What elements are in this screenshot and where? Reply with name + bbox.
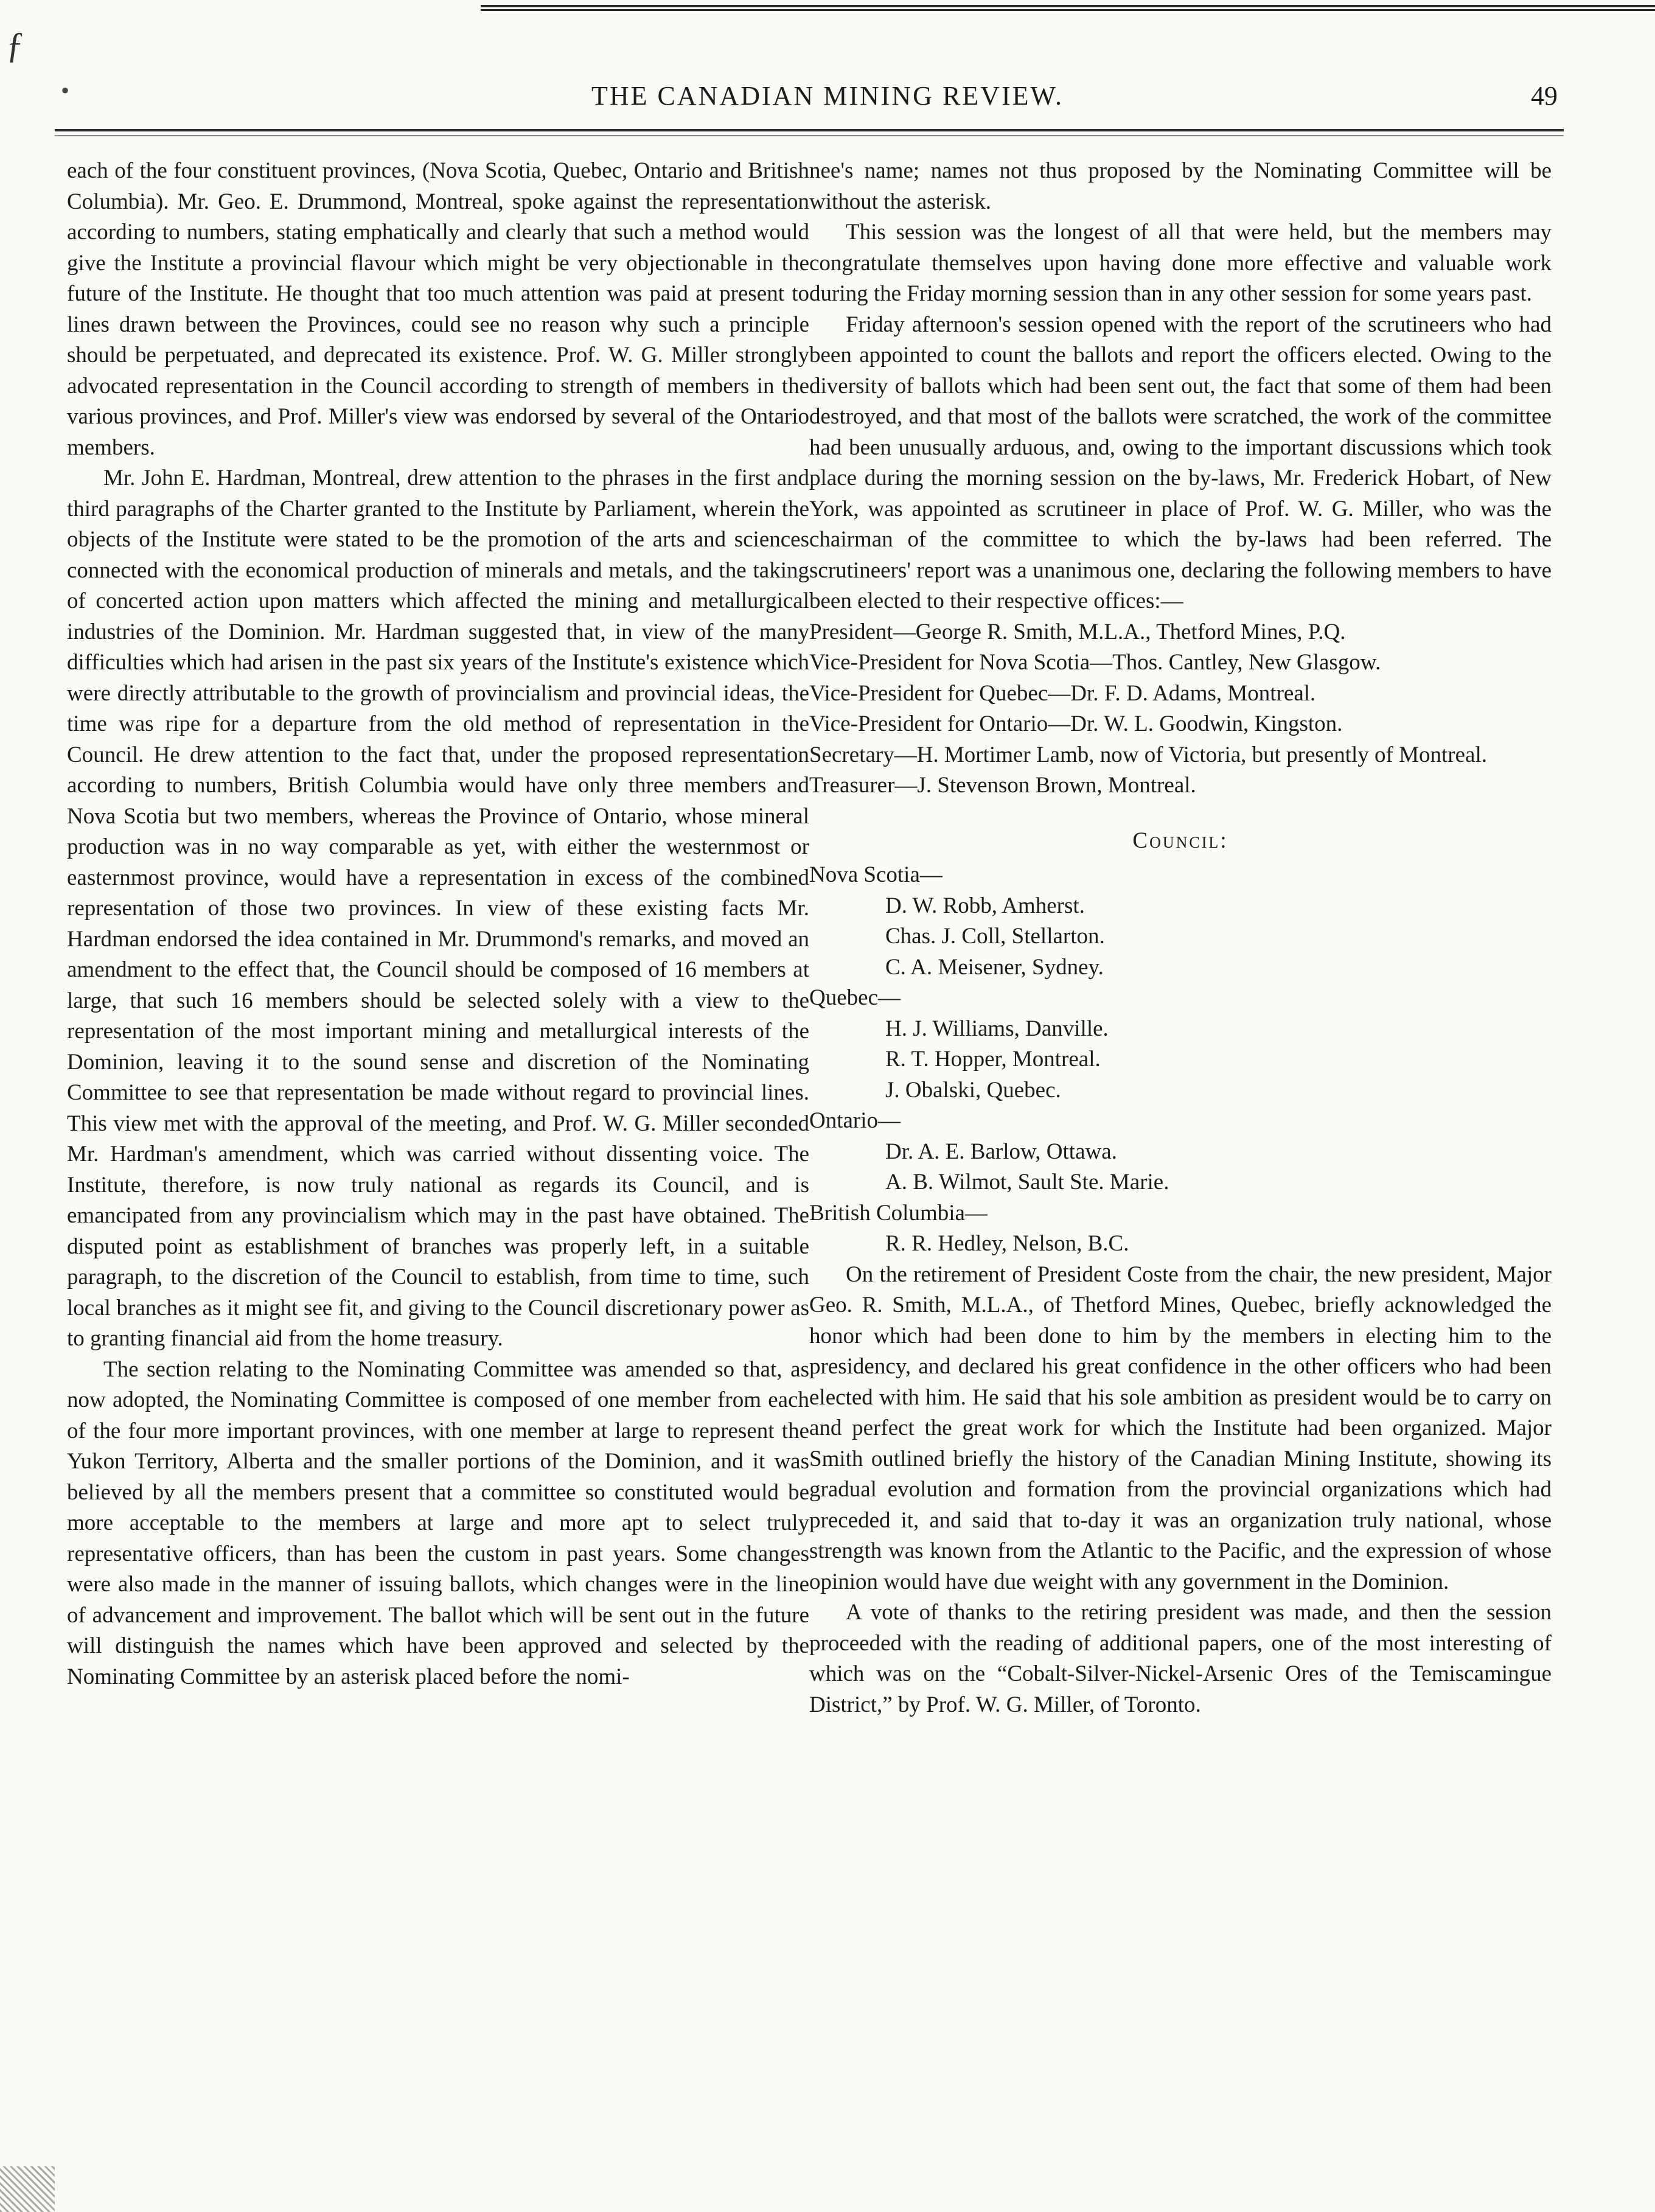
council-province: Quebec— (809, 985, 901, 1010)
page-number: 49 (1531, 81, 1558, 111)
council-province: Nova Scotia— (809, 862, 942, 887)
officer-entry: Vice-President for Nova Scotia—Thos. Cantley, New Glasgow. (809, 650, 1381, 675)
council-list (809, 860, 1552, 1260)
right-paragraph: This session was the longest of all that were held, but the members may congratulate themselves upon having done more effective and valuable work during the Friday morning session than in any other session for some years past. (809, 220, 1552, 306)
officer-entry: President—George R. Smith, M.L.A., Thetford Mines, P.Q. (809, 619, 1346, 644)
running-title: THE CANADIAN MINING REVIEW. (591, 81, 1064, 111)
top-printer-rule (481, 5, 1655, 12)
right-paragraph: nee's name; names not thus proposed by the Nominating Committee will be without the asterisk. (809, 158, 1552, 214)
left-paragraph: each of the four constituent provinces, (Nova Scotia, Quebec, Ontario and British Columbia). Mr. Geo. E. Drummond, Montreal, spoke against the representation according to numbers, stating emphatically and clearly that such a method would give the Institute a provincial flavour which might be very objectionable in the future of the Institute. He thought that too much attention was paid at present to lines drawn between the Provinces, could see no reason why such a principle should be perpetuated, and deprecated its existence. Prof. W. G. Miller strongly advocated representation in the Council according to strength of members in the various provinces, and Prof. Miller's view was endorsed by several of the Ontario members. (67, 158, 809, 460)
council-member: Dr. A. E. Barlow, Ottawa. (885, 1139, 1117, 1164)
council-member: J. Obalski, Quebec. (885, 1077, 1061, 1103)
council-member: A. B. Wilmot, Sault Ste. Marie. (885, 1170, 1169, 1195)
officer-entry: Secretary—H. Mortimer Lamb, now of Victoria, but presently of Montreal. (809, 742, 1487, 767)
council-member: R. R. Hedley, Nelson, B.C. (885, 1231, 1129, 1256)
right-paragraph: Friday afternoon's session opened with the report of the scrutineers who had been appointed to count the ballots and report the officers elected. Owing to the diversity of ballots which had been sent out, the fact that some of them had been destroyed, and that most of the ballots were scratched, the work of the committee had been unusually arduous, and, owing to the important discussions which took place during the morning session on the by-laws, Mr. Frederick Hobart, of New York, was appointed as scrutineer in place of Prof. W. G. Miller, who was the chairman of the committee to which the by-laws had been referred. The scrutineers' report was a unanimous one, declaring the following members to have been elected to their respective offices:— (809, 312, 1552, 613)
officer-entry: Vice-President for Quebec—Dr. F. D. Adams, Montreal. (809, 680, 1316, 706)
council-member: Chas. J. Coll, Stellarton. (885, 924, 1105, 949)
corner-ink-mark: ƒ (6, 25, 24, 65)
left-paragraph: The section relating to the Nominating Committee was amended so that, as now adopted, the Nominating Committee is composed of one member from each of the four more important provinces, with one member at large to represent the Yukon Territory, Alberta and the smaller portions of the Dominion, and it was believed by all the members present that a committee so constituted would be more acceptable to the members at large and more apt to select truly representative officers, than has been the custom in past years. Some changes were also made in the manner of issuing ballots, which changes were in the line of advancement and improvement. The ballot which will be sent out in the future will distinguish the names which have been approved and selected by the Nominating Committee by an asterisk placed before the nomi- (67, 1356, 809, 1689)
officer-entry: Treasurer—J. Stevenson Brown, Montreal. (809, 773, 1196, 798)
right-column (809, 156, 1552, 1720)
council-member: C. A. Meisener, Sydney. (885, 954, 1104, 980)
officer-entry: Vice-President for Ontario—Dr. W. L. Goodwin, Kingston. (809, 711, 1343, 736)
corner-ink-dot: • (61, 77, 70, 104)
right-paragraph: A vote of thanks to the retiring president was made, and then the session proceeded with the reading of additional papers, one of the most interesting of which was on the “Cobalt-Silver-Nickel-Arsenic Ores of the Temiscamingue District,” by Prof. W. G. Miller, of Toronto. (809, 1600, 1552, 1717)
page-header (0, 80, 1655, 117)
right-paragraph: On the retirement of President Coste from the chair, the new president, Major Geo. R. Smith, M.L.A., of Thetford Mines, Quebec, briefly acknowledged the honor which had been done to him by the members in electing him to the presidency, and declared his great confidence in the other officers who had been elected with him. He said that his sole ambition as president would be to carry on and perfect the great work for which the Institute had been organized. Major Smith outlined briefly the history of the Canadian Mining Institute, showing its gradual evolution and formation from the provincial organizations which had preceded it, and said that to-day it was an organization truly national, whose strength was known from the Atlantic to the Pacific, and the expression of whose opinion would have due weight with any government in the Dominion. (809, 1261, 1552, 1594)
council-province: Ontario— (809, 1108, 901, 1133)
header-rule (55, 129, 1564, 131)
left-column (67, 156, 809, 1692)
left-paragraph: Mr. John E. Hardman, Montreal, drew attention to the phrases in the first and third paragraphs of the Charter granted to the Institute by Parliament, wherein the objects of the Institute were stated to be the promotion of the arts and sciences connected with the economical production of minerals and metals, and the taking of concerted action upon matters which affected the mining and metallurgical industries of the Dominion. Mr. Hardman suggested that, in view of the many difficulties which had arisen in the past six years of the Institute's existence which were directly attributable to the growth of provincialism and provincial ideas, the time was ripe for a departure from the old method of representation in the Council. He drew attention to the fact that, under the proposed representation according to numbers, British Columbia would have only three members and Nova Scotia but two members, whereas the Province of Ontario, whose mineral production was in no way comparable as yet, with either the westernmost or easternmost province, would have a representation in excess of the combined representation of those two provinces. In view of these existing facts Mr. Hardman endorsed the idea contained in Mr. Drummond's remarks, and moved an amendment to the effect that, the Council should be composed of 16 members at large, that such 16 members should be selected solely with a view to the representation of the most important mining and metallurgical interests of the Dominion, leaving it to the sound sense and discretion of the Nominating Committee to see that representation be made without regard to provincial lines. This view met with the approval of the meeting, and Prof. W. G. Miller seconded Mr. Hardman's amendment, which was carried without dissenting voice. The Institute, therefore, is now truly national as regards its Council, and is emancipated from any provincialism which may in the past have obtained. The disputed point as establishment of branches was properly left, in a suitable paragraph, to the discretion of the Council to establish, from time to time, such local branches as it might see fit, and giving to the Council discretionary power as to granting financial aid from the home treasury. (67, 466, 809, 1351)
officers-list (809, 617, 1552, 801)
council-heading: Council: (1132, 828, 1228, 853)
council-member: R. T. Hopper, Montreal. (885, 1047, 1101, 1072)
council-province: British Columbia— (809, 1200, 988, 1226)
binding-edge-shadow (0, 2166, 55, 2212)
header-rule-thin (55, 135, 1564, 136)
council-member: H. J. Williams, Danville. (885, 1016, 1109, 1041)
council-member: D. W. Robb, Amherst. (885, 893, 1085, 918)
